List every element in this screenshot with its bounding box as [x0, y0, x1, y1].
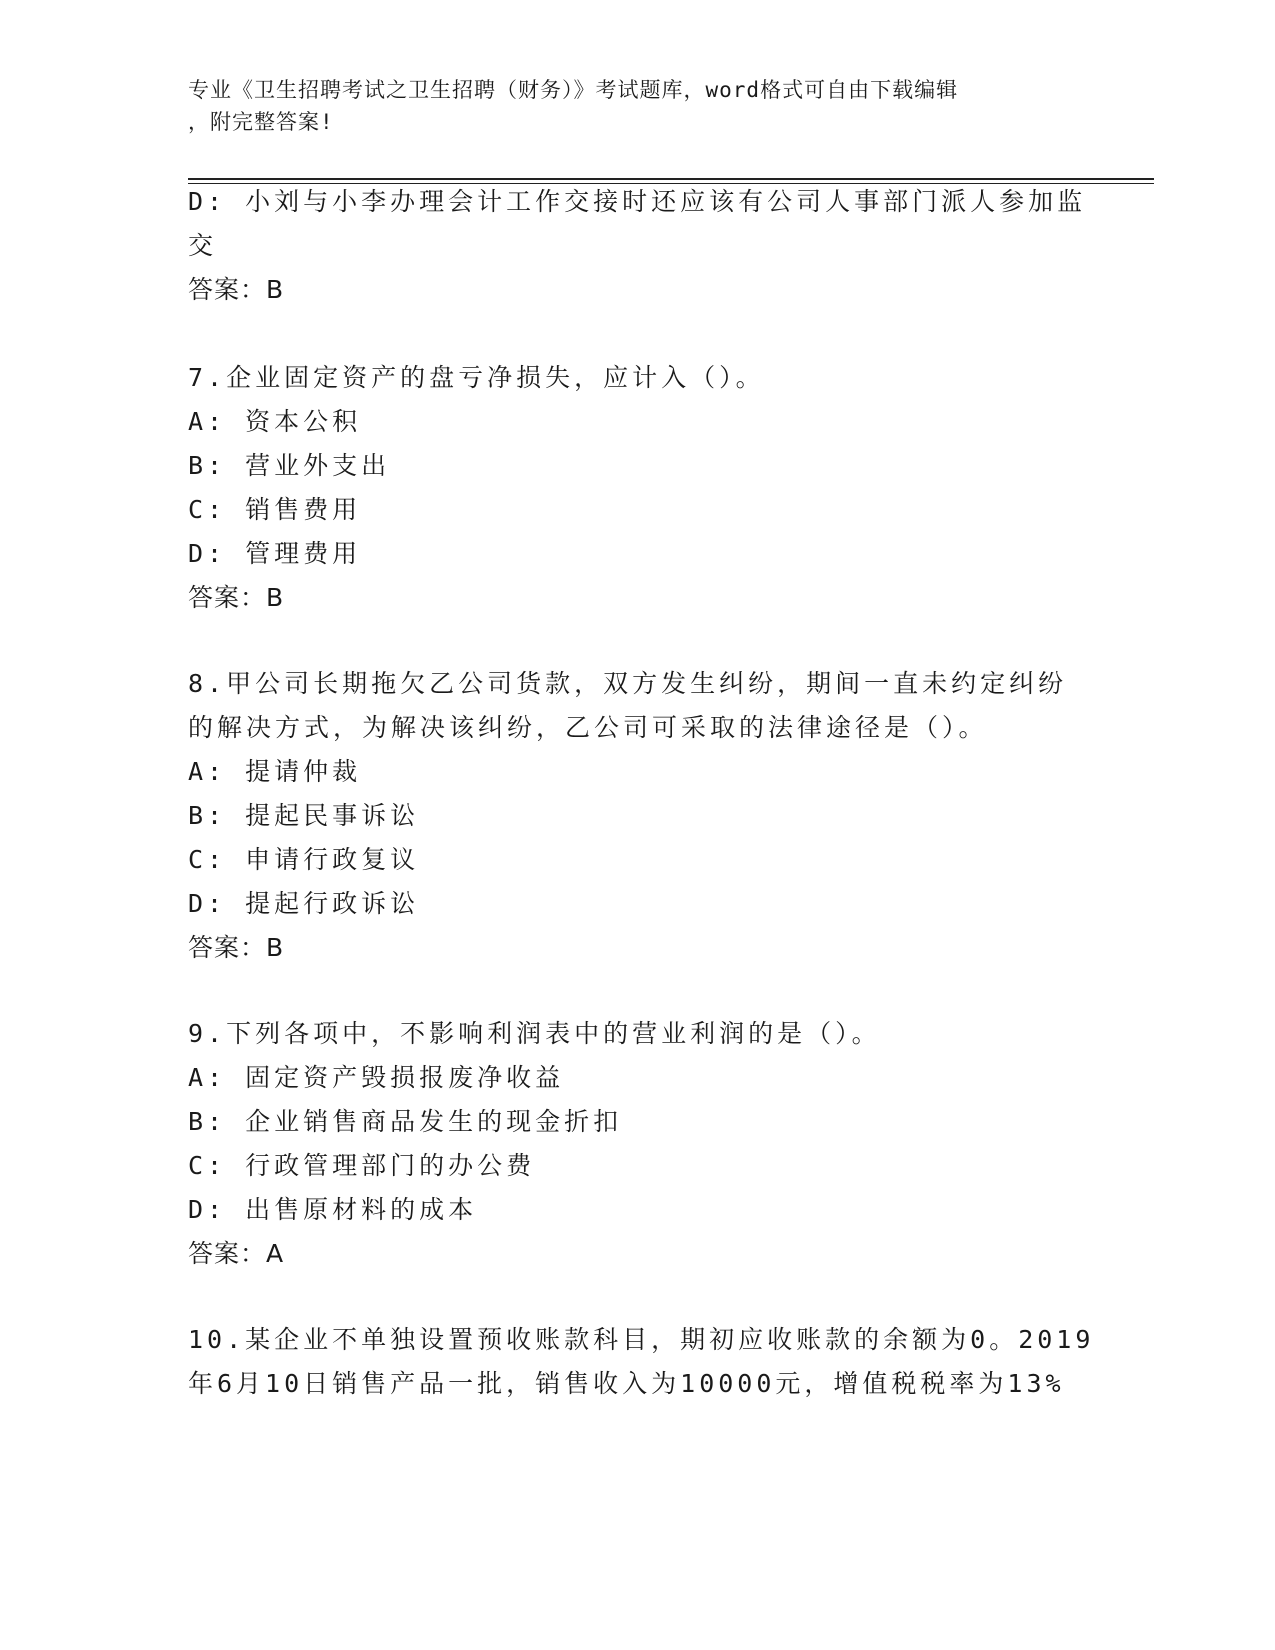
- q8-option-a: A: 提请仲裁: [188, 757, 362, 786]
- document-header: [188, 74, 1068, 138]
- q9-answer: 答案：A: [188, 1239, 285, 1268]
- q8-option-c: C: 申请行政复议: [188, 845, 420, 874]
- q7-option-a: A: 资本公积: [188, 407, 362, 436]
- q9-stem: 9.下列各项中，不影响利润表中的营业利润的是（）。: [188, 1019, 881, 1048]
- header-divider-thick: [188, 178, 1154, 180]
- q7-stem: 7.企业固定资产的盘亏净损失，应计入（）。: [188, 363, 765, 392]
- q10-stem-line-1: 10.某企业不单独设置预收账款科目，期初应收账款的余额为0。2019: [188, 1325, 1095, 1354]
- q8-option-d: D: 提起行政诉讼: [188, 889, 420, 918]
- q9-option-a: A: 固定资产毁损报废净收益: [188, 1063, 565, 1092]
- q6-answer: 答案：B: [188, 275, 285, 304]
- q9-option-d: D: 出售原材料的成本: [188, 1195, 478, 1224]
- q9-option-c: C: 行政管理部门的办公费: [188, 1151, 536, 1180]
- q7-option-d: D: 管理费用: [188, 539, 362, 568]
- q6-option-d-line-2: 交: [188, 231, 218, 260]
- header-line-2: ，附完整答案!: [188, 110, 334, 134]
- q8-stem-line-2: 的解决方式，为解决该纠纷，乙公司可采取的法律途径是（）。: [188, 713, 988, 742]
- header-line-1: 专业《卫生招聘考试之卫生招聘（财务）》考试题库，word格式可自由下载编辑: [188, 78, 959, 102]
- q6-option-d-line-1: D: 小刘与小李办理会计工作交接时还应该有公司人事部门派人参加监: [188, 187, 1087, 216]
- q9-option-b: B: 企业销售商品发生的现金折扣: [188, 1107, 623, 1136]
- header-divider-thin: [188, 183, 1154, 184]
- q7-option-c: C: 销售费用: [188, 495, 362, 524]
- q8-stem-line-1: 8.甲公司长期拖欠乙公司货款，双方发生纠纷，期间一直未约定纠纷: [188, 669, 1068, 698]
- q7-answer: 答案：B: [188, 583, 285, 612]
- q8-option-b: B: 提起民事诉讼: [188, 801, 420, 830]
- q10-stem-line-2: 年6月10日销售产品一批，销售收入为10000元，增值税税率为13%: [188, 1369, 1065, 1398]
- q8-answer: 答案：B: [188, 933, 285, 962]
- q7-option-b: B: 营业外支出: [188, 451, 391, 480]
